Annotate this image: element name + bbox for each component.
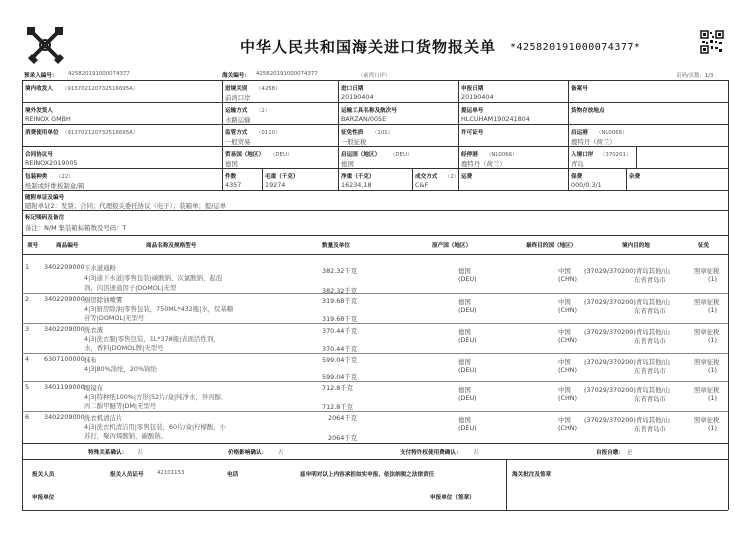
storage-place-label: 货物存放地点 bbox=[571, 108, 605, 114]
col-domestic: 境内目的地 bbox=[622, 243, 650, 249]
attached-docs-value: 随附单证2：发票；合同；代理报关委托协议（电子）；装箱单；提/运单 bbox=[25, 202, 227, 210]
item-domestic: (37029/370200)青岛其他/山 bbox=[584, 267, 670, 275]
item-domestic-2: 东省青岛市 bbox=[634, 276, 666, 284]
import-date-label: 进口日期 bbox=[341, 86, 364, 92]
item-spec-2: 水，香料|DOMOL牌|无型号 bbox=[84, 344, 164, 352]
transport-mode-value: 水路运输 bbox=[225, 116, 251, 124]
declare-unit-stamp: 申报单位（签章） bbox=[430, 495, 475, 501]
qr-code bbox=[700, 30, 724, 54]
consignee-code: （913702120732516695A） bbox=[62, 86, 139, 92]
page-info: 页码/页数：1/3 bbox=[676, 73, 714, 79]
item-dest: 中国 bbox=[558, 298, 571, 306]
item-origin: 德国 bbox=[458, 386, 471, 394]
item-qty: 599.04千克 bbox=[322, 356, 358, 364]
entry-customs-code: （4258） bbox=[256, 86, 281, 92]
item-dest-code: (CHN) bbox=[558, 306, 578, 314]
table-row bbox=[22, 412, 728, 443]
item-tax: 照章征税 bbox=[694, 267, 720, 275]
item-origin: 德国 bbox=[458, 267, 471, 275]
item-dest-code: (CHN) bbox=[558, 366, 578, 374]
item-domestic: (37029/370200)青岛其他/山 bbox=[584, 298, 670, 306]
customs-no-label: 海关编号： bbox=[222, 73, 250, 79]
trade-terms-code: （2） bbox=[445, 174, 460, 180]
import-date-value: 20190404 bbox=[341, 93, 374, 101]
item-dest: 中国 bbox=[558, 386, 571, 394]
item-spec-2: 苷等|DOMOL|无型号 bbox=[84, 314, 145, 322]
customs-note-label: 海关批注及签章 bbox=[512, 472, 552, 478]
item-tax-code: (1) bbox=[708, 336, 718, 344]
special-relation-label: 特殊关系确认： bbox=[88, 450, 128, 456]
bill-of-lading-value: HLCUHAM190241804 bbox=[461, 115, 530, 123]
phone-label: 电话 bbox=[227, 472, 239, 478]
item-qty: 712.8千克 bbox=[322, 384, 354, 392]
item-spec: 4|3|80%涤纶，20%锦纶 bbox=[84, 365, 157, 373]
item-spec-2: 丙二醇甲醚等|DM|无型号 bbox=[84, 402, 157, 410]
consumer-unit-code: （913702120732516695A） bbox=[62, 130, 139, 136]
item-dest: 中国 bbox=[558, 416, 571, 424]
item-code: 3401199000 bbox=[44, 383, 85, 391]
special-relation-value: 否 bbox=[137, 450, 143, 456]
self-payment-label: 自报自缴： bbox=[596, 450, 624, 456]
tax-nature-label: 征免性质 bbox=[341, 130, 364, 136]
item-qty-2: 319.68千克 bbox=[322, 315, 358, 323]
contract-value: REINOX2019005 bbox=[25, 159, 78, 167]
item-origin-code: (DEU) bbox=[458, 366, 477, 374]
price-impact-value: 否 bbox=[278, 450, 284, 456]
prerecord-label: 预录入编号： bbox=[24, 73, 58, 79]
self-payment-value: 是 bbox=[627, 450, 633, 456]
item-name: 下水道通粉 bbox=[84, 264, 116, 272]
gross-weight-value: 19274 bbox=[265, 181, 286, 189]
item-origin: 德国 bbox=[458, 416, 471, 424]
entry-port-value: 青岛 bbox=[571, 160, 584, 168]
declare-date-label: 申报日期 bbox=[461, 86, 484, 92]
item-domestic-2: 东省青岛市 bbox=[634, 337, 666, 345]
item-domestic: (37029/370200)青岛其他/山 bbox=[584, 386, 670, 394]
item-domestic-2: 东省青岛市 bbox=[634, 367, 666, 375]
royalty-value: 否 bbox=[473, 450, 479, 456]
declarant-label: 报关人员 bbox=[32, 472, 55, 478]
customs-logo bbox=[24, 24, 66, 66]
declarant-cert-value: 42101153 bbox=[157, 470, 185, 476]
item-origin: 德国 bbox=[458, 358, 471, 366]
item-dest-code: (CHN) bbox=[558, 336, 578, 344]
page-title: 中华人民共和国海关进口货物报关单 bbox=[240, 38, 497, 56]
item-no: 2 bbox=[25, 295, 30, 303]
record-no-label: 备案号 bbox=[571, 86, 588, 92]
supervision-value: 一般贸易 bbox=[225, 138, 251, 146]
col-origin: 原产国（地区） bbox=[432, 243, 472, 249]
transport-mode-label: 运输方式 bbox=[225, 108, 248, 114]
price-impact-label: 价格影响确认： bbox=[228, 450, 268, 456]
barcode-text: *425820191000074377* bbox=[510, 42, 641, 53]
departure-country-code: （DEU） bbox=[390, 152, 413, 158]
item-qty-2: 370.44千克 bbox=[322, 345, 358, 353]
transport-mode-code: （2） bbox=[256, 108, 271, 114]
item-domestic: (37029/370200)青岛其他/山 bbox=[584, 328, 670, 336]
item-dest: 中国 bbox=[558, 267, 571, 275]
table-row bbox=[22, 324, 728, 354]
item-name: 洗衣机清洁片 bbox=[84, 414, 123, 422]
item-qty-2: 382.32千克 bbox=[322, 287, 358, 295]
col-no: 项号 bbox=[27, 243, 39, 249]
item-qty: 370.44千克 bbox=[322, 327, 358, 335]
item-origin-code: (DEU) bbox=[458, 306, 477, 314]
origin-port-value: 鹿特丹（荷兰） bbox=[571, 138, 616, 146]
item-domestic-2: 东省青岛市 bbox=[634, 395, 666, 403]
license-label: 许可证号 bbox=[461, 130, 484, 136]
item-no: 5 bbox=[25, 383, 30, 391]
remarks-value: 备注：N/M 集装箱标箱数及号码：T bbox=[25, 224, 127, 232]
item-qty-2: 2064千克 bbox=[328, 434, 358, 442]
item-no: 1 bbox=[25, 263, 30, 271]
transit-port-label: 经停港 bbox=[461, 152, 478, 158]
freight-label: 运费 bbox=[461, 174, 473, 180]
item-spec: 4|3|通下水道|零售包装|碳酸钠、次氯酸钠、起泡 bbox=[84, 274, 223, 282]
item-tax-code: (1) bbox=[708, 275, 718, 283]
transit-port-code: （NL0066） bbox=[486, 152, 518, 158]
attached-docs-label: 随附单证及编号 bbox=[25, 195, 65, 201]
col-tax: 征免 bbox=[698, 243, 710, 249]
item-code: 6307100000 bbox=[44, 355, 85, 363]
item-spec-2: 剂、闪溶速通因子|DOMOL|无型 bbox=[84, 284, 177, 292]
item-qty: 2064千克 bbox=[328, 414, 358, 422]
packing-value: 纸制或纤维板制盒/箱 bbox=[25, 182, 85, 190]
overseas-shipper-label: 境外发货人 bbox=[25, 108, 53, 114]
conveyance-value: BARZAN/005E bbox=[341, 115, 387, 123]
item-code: 3402209000 bbox=[44, 413, 85, 421]
trade-terms-label: 成交方式 bbox=[415, 174, 438, 180]
entry-customs-label: 进境关别 bbox=[225, 86, 248, 92]
entry-port-label: 入境口岸 bbox=[571, 152, 594, 158]
item-tax: 照章征税 bbox=[694, 298, 720, 306]
declaration-statement: 兹申明对以上内容承担如实申报、依法纳税之法律责任 bbox=[300, 472, 435, 478]
declare-unit-label: 申报单位 bbox=[32, 495, 55, 501]
item-tax: 照章征税 bbox=[694, 416, 720, 424]
trade-country-label: 贸易国（地区） bbox=[225, 152, 265, 158]
item-tax: 照章征税 bbox=[694, 358, 720, 366]
item-origin-code: (DEU) bbox=[458, 394, 477, 402]
item-spec: 4|3|厨房除油|零售包装，750ML*432瓶|水，烷基糖 bbox=[84, 305, 234, 313]
item-tax: 照章征税 bbox=[694, 386, 720, 394]
col-dest: 最终目的国（地区） bbox=[526, 243, 577, 249]
trade-terms-value: C&F bbox=[415, 181, 429, 189]
item-spec: 4|3|特种纸100%|方形|52片/盒|纯净水，异丙醇， bbox=[84, 393, 228, 401]
origin-port-label: 启运港 bbox=[571, 130, 588, 136]
item-qty: 382.32千克 bbox=[322, 267, 358, 275]
item-dest: 中国 bbox=[558, 358, 571, 366]
item-no: 4 bbox=[25, 355, 30, 363]
item-no: 6 bbox=[25, 413, 30, 421]
remarks-label: 标记唛码及备注 bbox=[25, 215, 65, 221]
item-origin: 德国 bbox=[458, 328, 471, 336]
supervision-label: 监管方式 bbox=[225, 130, 248, 136]
pieces-label: 件数 bbox=[225, 174, 237, 180]
table-row bbox=[22, 262, 728, 294]
origin-port-code: （NL0066） bbox=[596, 130, 628, 136]
item-tax-code: (1) bbox=[708, 394, 718, 402]
col-name: 商品名称及规格型号 bbox=[146, 243, 197, 249]
net-weight-label: 净重（千克） bbox=[341, 174, 375, 180]
royalty-label: 支付特许权使用费确认： bbox=[400, 450, 462, 456]
consignee-label: 境内收发人 bbox=[25, 86, 53, 92]
customs-no-value: 425820191000074377 bbox=[256, 71, 318, 77]
item-spec: 4|3|洗衣服|零售包装，1L*378瓶|表面活性剂， bbox=[84, 335, 220, 343]
item-origin: 德国 bbox=[458, 298, 471, 306]
item-dest-code: (CHN) bbox=[558, 424, 578, 432]
item-name: 厨房除油喷雾 bbox=[84, 296, 123, 304]
item-origin-code: (DEU) bbox=[458, 424, 477, 432]
item-tax-code: (1) bbox=[708, 366, 718, 374]
item-spec: 4|3|洗衣机清洁用|零售包装，60片/盒|柠檬酸，小 bbox=[84, 423, 227, 431]
insurance-label: 保费 bbox=[571, 174, 583, 180]
bill-of-lading-label: 提运单号 bbox=[461, 108, 484, 114]
item-domestic-2: 东省青岛市 bbox=[634, 307, 666, 315]
item-tax-code: (1) bbox=[708, 306, 718, 314]
misc-fee-label: 杂费 bbox=[629, 174, 641, 180]
departure-country-value: 德国 bbox=[341, 160, 354, 168]
item-domestic: (37029/370200)青岛其他/山 bbox=[584, 416, 670, 424]
gross-weight-label: 毛重（千克） bbox=[265, 174, 299, 180]
customs-emblem-icon bbox=[24, 24, 66, 66]
prerecord-value: 425820191000074377 bbox=[68, 71, 130, 77]
contract-label: 合同协议号 bbox=[25, 152, 53, 158]
item-qty-2: 599.04千克 bbox=[322, 373, 358, 381]
item-tax-code: (1) bbox=[708, 424, 718, 432]
trade-country-code: （DEU） bbox=[270, 152, 293, 158]
item-qty-2: 712.8千克 bbox=[322, 403, 354, 411]
overseas-shipper-name: REINOX GMBH bbox=[25, 115, 71, 123]
conveyance-label: 运输工具名称及航次号 bbox=[341, 108, 397, 114]
tax-nature-value: 一般征税 bbox=[341, 138, 367, 146]
item-no: 3 bbox=[25, 325, 30, 333]
item-domestic-2: 东省青岛市 bbox=[634, 425, 666, 433]
item-name: 洗衣液 bbox=[84, 326, 104, 334]
table-row bbox=[22, 354, 728, 382]
item-origin-code: (DEU) bbox=[458, 275, 477, 283]
table-row bbox=[22, 294, 728, 324]
item-code: 3402209000 bbox=[44, 263, 85, 271]
col-qty: 数量及单位 bbox=[322, 243, 350, 249]
item-name: 眼镜布 bbox=[84, 384, 104, 392]
supervision-code: （0110） bbox=[256, 130, 281, 136]
pieces-value: 4357 bbox=[225, 181, 242, 189]
item-domestic: (37029/370200)青岛其他/山 bbox=[584, 358, 670, 366]
entry-port-code: （370201） bbox=[600, 152, 632, 158]
item-qty: 319.68千克 bbox=[322, 297, 358, 305]
net-weight-value: 16234.18 bbox=[341, 181, 372, 189]
item-spec-2: 苏打，聚丙烯酸钠，碳酸钠。 bbox=[84, 432, 168, 440]
declare-date-value: 20190404 bbox=[461, 93, 494, 101]
insurance-value: 000/0.3/1 bbox=[571, 181, 602, 189]
col-code: 商品编号 bbox=[56, 243, 79, 249]
item-origin-code: (DEU) bbox=[458, 336, 477, 344]
packing-code: （22） bbox=[56, 174, 74, 180]
trade-country-value: 德国 bbox=[225, 160, 238, 168]
packing-label: 包装种类 bbox=[25, 174, 48, 180]
declarant-cert-label: 报关人员证号 bbox=[110, 472, 144, 478]
item-dest-code: (CHN) bbox=[558, 275, 578, 283]
transit-port-value: 鹿特丹（荷兰） bbox=[461, 160, 506, 168]
tax-nature-code: （101） bbox=[372, 130, 394, 136]
port-value: （前湾口岸） bbox=[358, 73, 391, 79]
item-dest: 中国 bbox=[558, 328, 571, 336]
entry-customs-name: 前湾口岸 bbox=[225, 94, 251, 102]
item-name: 抹布 bbox=[84, 356, 97, 364]
consumer-unit-label: 消费使用单位 bbox=[25, 130, 59, 136]
item-code: 3402209000 bbox=[44, 295, 85, 303]
table-row bbox=[22, 382, 728, 412]
item-tax: 照章征税 bbox=[694, 328, 720, 336]
item-code: 3402209000 bbox=[44, 325, 85, 333]
departure-country-label: 启运国（地区） bbox=[341, 152, 381, 158]
item-dest-code: (CHN) bbox=[558, 394, 578, 402]
